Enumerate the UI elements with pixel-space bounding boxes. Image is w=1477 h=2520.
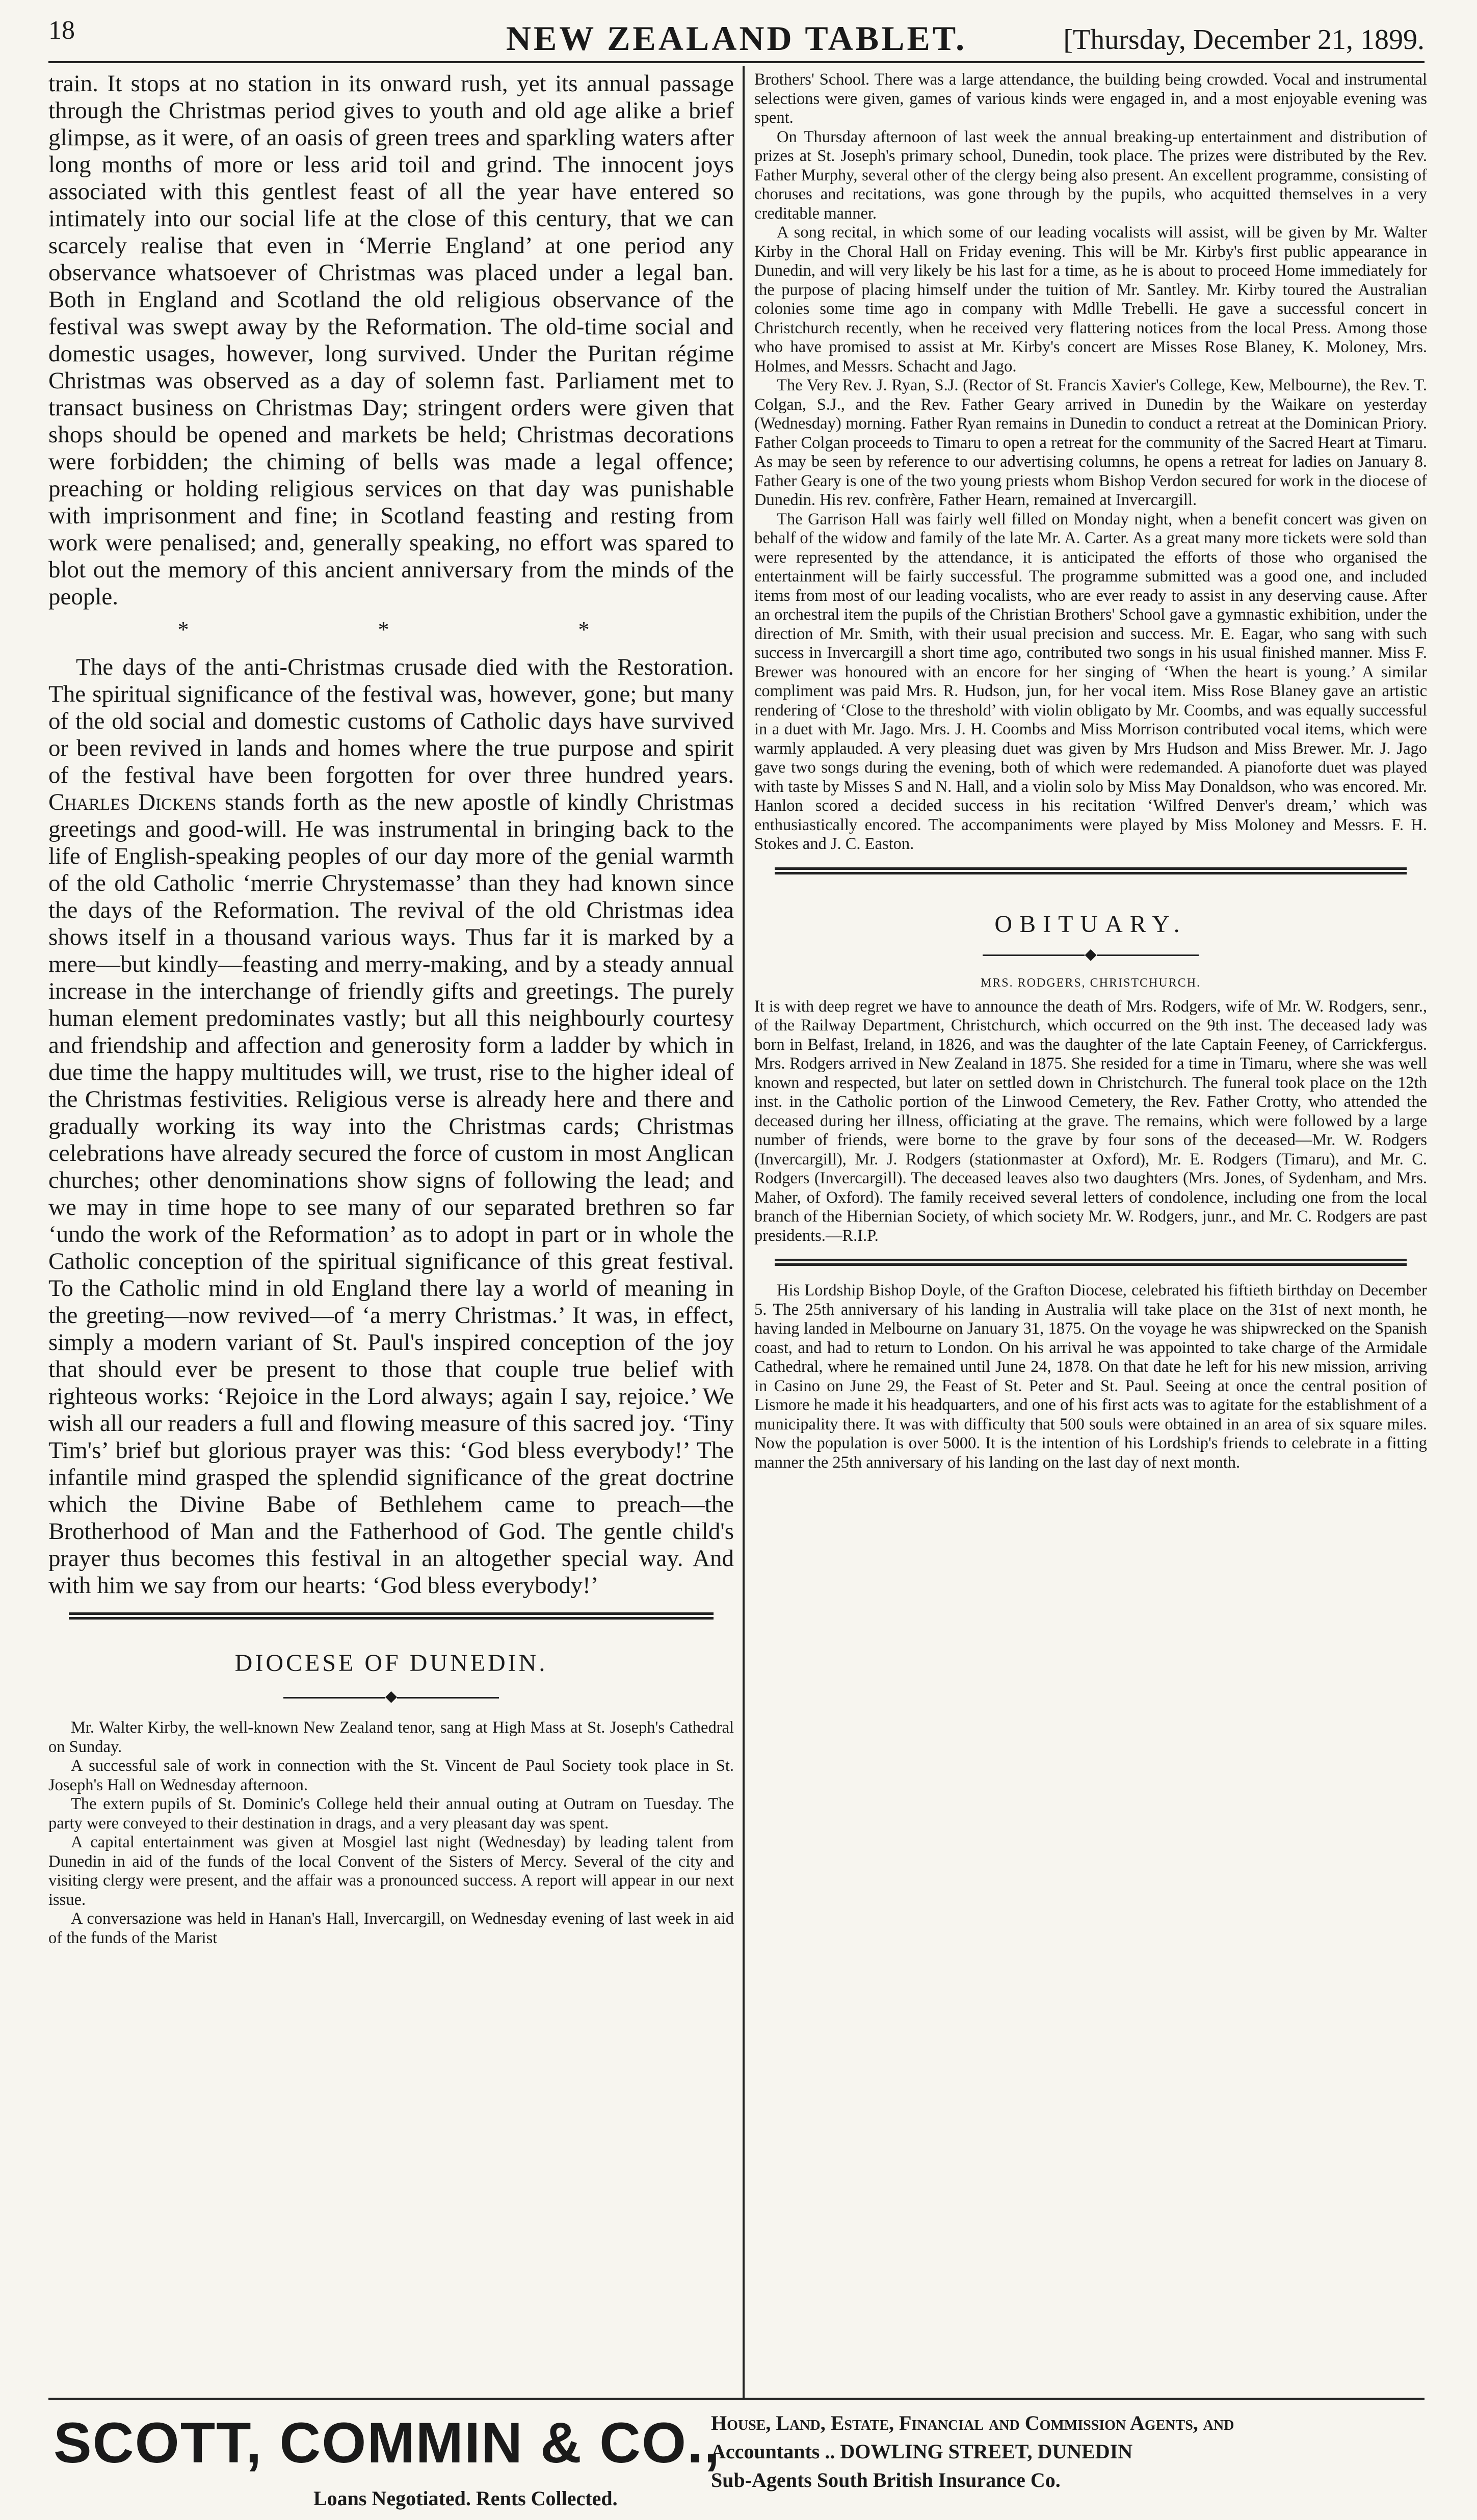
diocese-heading: DIOCESE OF DUNEDIN. xyxy=(234,1650,548,1677)
masthead-title: NEW ZEALAND TABLET. xyxy=(506,19,967,58)
diocese-item: A song recital, in which some of our leading vocalists will assist, will be given by Mr. Walter Kirby in the Choral Hall on Friday evening. This will be Mr. Kirby's first public appearance in Dunedin, and will very likely be his last for a time, as he is about to proceed Home immediately for the purpose of placing himself under the tuition of Mr. Santley. Mr. Kirby toured the Australian colonies some time ago in company with Mdlle Trebelli. He gave a successful concert in Christchurch recently, when he received very flattering notices from the local Press. Among those who have promised to assist at Mr. Kirby's concert are Misses Rose Blaney, K. Moloney, Mrs. Holmes, and Messrs. Schacht and Jago. xyxy=(754,223,1427,376)
section-rule xyxy=(69,1612,714,1620)
christmas-article-paragraph-2: The days of the anti-Christmas crusade died with the Restoration. The spiritual significance of the festival was, however, gone; but many of the old social and domestic customs of Catholic days have survived or been revived in lands and homes where the true purpose and spirit of the festival have been forgotten for over three hundred years. Charles Dickens stands forth as the new apostle of kindly Christmas greetings and good-will. He was instrumental in bringing back to the life of English-speaking peoples of our day more of the genial warmth of the old Catholic ‘merrie Chrystemasse’ than they had known since the days of the Reformation. The revival of the old Christmas idea shows itself in a thousand various ways. Thus far it is marked by a mere—but kindly—feasting and merry-making, and by a steady annual increase in the interchange of friendly gifts and greetings. The purely human element predominates vastly; but all this neighbourly courtesy and friendship and affection and generosity form a ladder by which in due time the happy multitudes will, we trust, rise to the higher ideal of the Christmas festivities. Religious verse is already here and there and gradually working its way into the Christmas cards; Christmas celebrations have already secured the force of custom in most Anglican churches; other denominations show signs of following the lead; and we may in time hope to see many of our separated brethren so far ‘undo the work of the Reformation’ as to adopt in part or in whole the Catholic conception of the spiritual significance of this great festival. To the Catholic mind in old England there lay a world of meaning in the greeting—now revived—of ‘a merry Christmas.’ It was, in effect, simply a modern variant of St. Paul's inspired conception of the joy that should ever be present to those that couple true belief with righteous works: ‘Rejoice in the Lord always; again I say, rejoice.’ We wish all our readers a full and flowing measure of this sacred joy. ‘Tiny Tim's’ brief but glorious prayer was this: ‘God bless everybody!’ The infantile mind grasped the splendid significance of the great doctrine which the Divine Babe of Bethlehem came to preach—the Brotherhood of Man and the Fatherhood of God. The gentle child's prayer thus becomes this festival in an altogether special way. And with him we say from our hearts: ‘God bless everybody!’ xyxy=(48,654,734,1599)
advertiser-line-2: Accountants .. DOWLING STREET, DUNEDIN xyxy=(711,2440,1133,2463)
diocese-item: On Thursday afternoon of last week the annual breaking-up entertainment and distribution of prizes at St. Joseph's primary school, Dunedin, took place. The prizes were distributed by the Rev. Father Murphy, several other of the clergy being also present. An excellent programme, consisting of choruses and recitations, was gone through by the pupils, who acquitted themselves in a very creditable manner. xyxy=(754,127,1427,223)
section-rule xyxy=(775,867,1407,874)
page-number: 18 xyxy=(48,16,75,45)
advertiser-services: Loans Negotiated. Rents Collected. xyxy=(313,2487,618,2510)
heading-ornament: ◆ xyxy=(754,945,1427,963)
column-divider xyxy=(743,66,745,2398)
obituary-heading: OBITUARY. xyxy=(994,910,1187,938)
diocese-item: Brothers' School. There was a large attendance, the building being crowded. Vocal and instrumental selections were given, games of various kinds were engaged in, and a most enjoyable evening was spent. xyxy=(754,70,1427,127)
advertiser-line-3: Sub-Agents South British Insurance Co. xyxy=(711,2469,1061,2491)
section-stars: * * * xyxy=(177,617,681,642)
diocese-item: The extern pupils of St. Dominic's College held their annual outing at Outram on Tuesday. The party were conveyed to their destination in drags, and a very pleasant day was spent. xyxy=(48,1795,734,1833)
heading-ornament: ◆ xyxy=(48,1687,734,1705)
diocese-item: A conversazione was held in Hanan's Hall, Invercargill, on Wednesday evening of last week in aid of the funds of the Marist xyxy=(48,1909,734,1947)
diocese-item: Mr. Walter Kirby, the well-known New Zealand tenor, sang at High Mass at St. Joseph's Cathedral on Sunday. xyxy=(48,1718,734,1756)
obituary-subheading: MRS. RODGERS, CHRISTCHURCH. xyxy=(980,976,1201,990)
dickens-name: Charles Dickens xyxy=(48,789,217,815)
left-column xyxy=(48,70,734,2389)
advertiser-line-1: House, Land, Estate, Financial and Commission Agents, and xyxy=(711,2411,1234,2434)
advertiser-name: SCOTT, COMMIN & CO., xyxy=(54,2411,721,2475)
diocese-item: The Very Rev. J. Ryan, S.J. (Rector of St. Francis Xavier's College, Kew, Melbourne), the Rev. T. Colgan, S.J., and the Rev. Father Geary arrived in Dunedin by the Waikare on yesterday (Wednesday) morning. Father Ryan remains in Dunedin to conduct a retreat at the Dominican Priory. Father Colgan proceeds to Timaru to open a retreat for the community of the Sacred Heart at Timaru. As may be seen by reference to our advertising columns, he opens a retreat for ladies on January 8. Father Geary is one of the two young priests whom Bishop Verdon secured for work in the diocese of Dunedin. His rev. confrère, Father Hearn, remained at Invercargill. xyxy=(754,376,1427,509)
page-header xyxy=(48,10,1425,63)
diocese-item: A capital entertainment was given at Mosgiel last night (Wednesday) by leading talent from Dunedin in aid of the funds of the local Convent of the Sisters of Mercy. Several of the city and visiting clergy were present, and the affair was a pronounced success. A report will appear in our next issue. xyxy=(48,1833,734,1909)
issue-date: [Thursday, December 21, 1899. xyxy=(1063,24,1425,56)
diocese-item: The Garrison Hall was fairly well filled on Monday night, when a benefit concert was given on behalf of the widow and family of the late Mr. A. Carter. As a great many more tickets were sold than were represented by the attendance, it is anticipated the efforts of those who organised the entertainment will be fairly successful. The programme submitted was a good one, and included items from most of our leading vocalists, who are ever ready to assist in any deserving cause. After an orchestral item the pupils of the Christian Brothers' School gave a gymnastic exhibition, under the direction of Mr. Smith, with their usual precision and success. Mr. E. Eagar, who sang with such success in Invercargill a short time ago, contributed two songs in his usual finished manner. Miss F. Brewer was honoured with an encore for her singing of ‘When the heart is young.’ A similar compliment was paid Mrs. R. Hudson, jun, for her vocal item. Miss Rose Blaney gave an artistic rendering of ‘Close to the threshold’ with violin obligato by Mr. Coombs, and was equally successful in a duet with Mr. Jago. Mrs. J. H. Coombs and Miss Morrison contributed vocal items, which were warmly applauded. A very pleasing duet was given by Mrs Hudson and Miss Brewer. Mr. J. Jago gave two songs during the evening, both of which were redemanded. A pianoforte duet was played with taste by Misses S and N. Hall, and a violin solo by Miss May Donaldson, who was encored. Mr. Hanlon scored a decided success in his recitation ‘Wilfred Denver's dream,’ which was enthusiastically encored. The accompaniments were played by Miss Moloney and Messrs. F. H. Stokes and J. C. Easton. xyxy=(754,510,1427,853)
bishop-doyle-item: His Lordship Bishop Doyle, of the Grafton Diocese, celebrated his fiftieth birthday on December 5. The 25th anniversary of his landing in Australia will take place on the 31st of next month, he having landed in Melbourne on January 31, 1875. On the voyage he was shipwrecked on the Spanish coast, and had to return to London. On his arrival he was appointed to take charge of the Armidale Cathedral, where he remained until June 24, 1878. On that date he left for his new mission, arriving in Casino on June 29, the Feast of St. Peter and St. Paul. Seeing at once the central position of Lismore he made it his headquarters, and one of his first acts was to agitate for the establishment of a municipality there. It was with difficulty that 500 souls were obtained in an area of six square miles. Now the population is over 5000. It is the intention of his Lordship's friends to celebrate in a fitting manner the 25th anniversary of his landing on the last day of next month. xyxy=(754,1281,1427,1472)
christmas-article-paragraph: train. It stops at no station in its onward rush, yet its annual passage through the Christmas period gives to youth and old age alike a brief glimpse, as it were, of an oasis of green trees and sparkling waters after long months of more or less arid toil and grind. The innocent joys associated with this gentlest feast of all the year have entered so intimately into our social life at the close of this century, that we can scarcely realise that even in ‘Merrie England’ at one period any observance whatsoever of Christmas was placed under a legal ban. Both in England and Scotland the old religious observance of the festival was swept away by the Reformation. The old-time social and domestic usages, however, long survived. Under the Puritan régime Christmas was observed as a day of solemn fast. Parliament met to transact business on Christmas Day; stringent orders were given that shops should be opened and markets be held; Christmas decorations were forbidden; the chiming of bells was made a legal offence; preaching or holding religious services on that day was punishable with imprisonment and fine; in Scotland feasting and resting from work were penalised; and, generally speaking, no effort was spared to blot out the memory of this ancient anniversary from the minds of the people. xyxy=(48,70,734,610)
right-column xyxy=(754,70,1427,2389)
section-rule xyxy=(775,1259,1407,1266)
diocese-item: A successful sale of work in connection with the St. Vincent de Paul Society took place in St. Joseph's Hall on Wednesday afternoon. xyxy=(48,1757,734,1794)
obituary-text: It is with deep regret we have to announce the death of Mrs. Rodgers, wife of Mr. W. Rodgers, senr., of the Railway Department, Christchurch, which occurred on the 9th inst. The deceased lady was born in Belfast, Ireland, in 1826, and was the daughter of the late Captain Feeney, of Carrickfergus. Mrs. Rodgers arrived in New Zealand in 1875. She resided for a time in Timaru, where she was well known and respected, but later on settled down in Christchurch. The funeral took place on the 12th inst. in the Catholic portion of the Linwood Cemetery, the Rev. Father Crotty, who attended the deceased during her illness, officiating at the grave. The remains, which were followed by a large number of friends, were borne to the grave by four sons of the deceased—Mr. W. Rodgers (Invercargill), Mr. J. Rodgers (stationmaster at Oxford), Mr. E. Rodgers (Timaru), and Mr. C. Rodgers (Invercargill). The deceased leaves also two daughters (Mrs. Jones, of Sydenham, and Mrs. Maher, of Oxford). The family received several letters of condolence, including one from the local branch of the Hibernian Society, of which society Mr. W. Rodgers, junr., and Mr. C. Rodgers are past presidents.—R.I.P. xyxy=(754,997,1427,1245)
advertisement-footer xyxy=(48,2398,1425,2517)
